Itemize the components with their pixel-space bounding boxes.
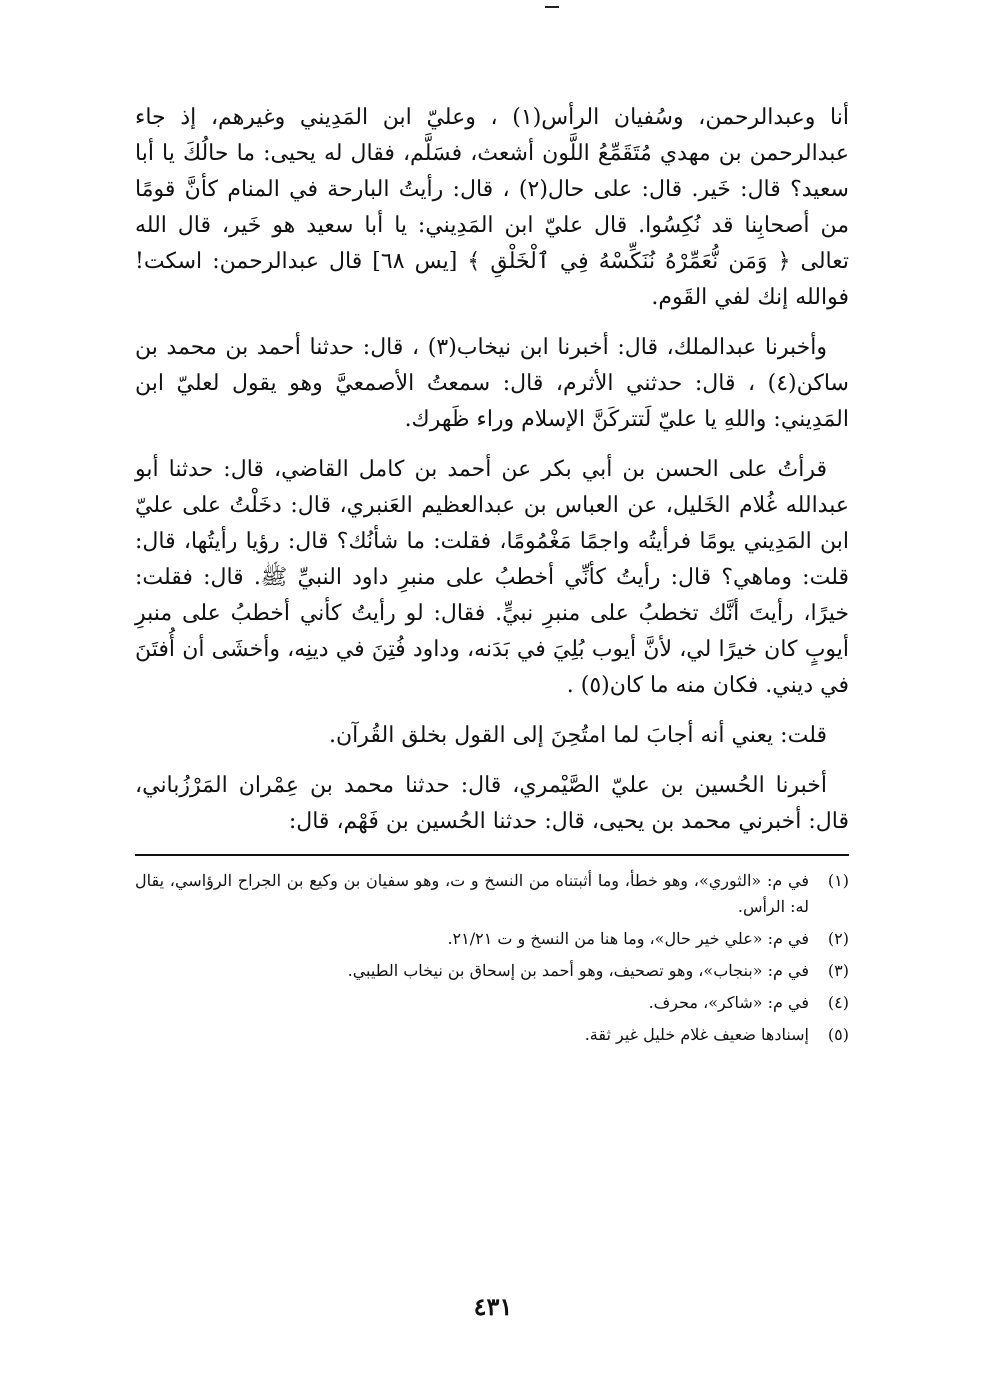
footnote-1 xyxy=(135,868,849,920)
page-content xyxy=(135,100,849,1054)
footnote-text: في م: «بنجاب»، وهو تصحيف، وهو أحمد بن إسحاق بن نيخاب الطيبي. xyxy=(347,961,809,980)
footnote-text: في م: «الثوري»، وهو خطأ، وما أثبتناه من النسخ و ت، وهو سفيان بن وكيع بن الجراح الرؤاسي، يقال له: الرأس. xyxy=(135,871,810,916)
paragraph-5: أخبرنا الحُسين بن عليّ الصَّيْمري، قال: حدثنا محمد بن عِمْران المَرْزُباني، قال: أخبرني محمد بن يحيى، قال: حدثنا الحُسين بن فَهْم، قال: xyxy=(135,773,849,834)
footnote-number: (٥) xyxy=(827,1025,849,1044)
footnote-divider xyxy=(135,854,849,856)
footnote-3 xyxy=(135,958,849,984)
footnote-text: إسنادها ضعيف غلام خليل غير ثقة. xyxy=(584,1025,809,1044)
footnote-number: (٤) xyxy=(827,993,849,1012)
footnote-5 xyxy=(135,1022,849,1048)
footnote-number: (١) xyxy=(827,871,849,890)
footnote-text: في م: «شاكر»، محرف. xyxy=(648,993,809,1012)
footnote-4 xyxy=(135,990,849,1016)
footnote-number: (٢) xyxy=(827,929,849,948)
paragraph-4: قلت: يعني أنه أجابَ لما امتُحِنَ إلى القول بخلق القُرآن. xyxy=(329,723,827,748)
paragraph-2: وأخبرنا عبدالملك، قال: أخبرنا ابن نيخاب(٣) ، قال: حدثنا أحمد بن محمد بن ساكن(٤) ، قال: حدثني الأثرم، قال: سمعتُ الأصمعيَّ وهو يقول لعليّ ابن المَدِيني: واللهِ يا عليّ لَتتركَنَّ الإسلام وراء ظَهرك. xyxy=(135,335,849,432)
main-text xyxy=(135,100,849,840)
top-edge-mark xyxy=(545,6,559,8)
footnote-2 xyxy=(135,926,849,952)
footnotes xyxy=(135,868,849,1048)
paragraph-3: قرأتُ على الحسن بن أبي بكر عن أحمد بن كامل القاضي، قال: حدثنا أبو عبدالله غُلام الخَليل، عن العباس بن عبدالعظيم العَنبري، قال: دخَلْتُ على عليّ ابن المَدِيني يومًا فرأيتُه واجمًا مَغْمُومًا، فقلت: ما شأنُك؟ قال: رؤيا رأيتُها، قال: قلت: وماهي؟ قال: رأيتُ كأنِّي أخطبُ على منبرِ داود النبيِّ ﷺ. قال: فقلت: خيرًا، رأيتَ أنَّك تخطبُ على منبرِ نبيٍّ. فقال: لو رأيتُ كأني أخطبُ على منبرِ أيوبٍ كان خيرًا لي، لأنَّ أيوب بُلِيَ في بَدَنه، وداود فُتِنَ في دينِه، وأخشَى أن أُفتَنَ في ديني. فكان منه ما كان(٥) . xyxy=(135,457,850,698)
footnote-text: في م: «علي خير حال»، وما هنا من النسخ و ت ٢١/٢١. xyxy=(447,929,809,948)
footnote-number: (٣) xyxy=(827,961,849,980)
page-number: ٤٣١ xyxy=(473,1292,513,1321)
paragraph-1: أنا وعبدالرحمن، وسُفيان الرأس(١) ، وعليّ ابن المَدِيني وغيرهم، إذ جاء عبدالرحمن بن مهدي مُتَقَمِّعُ اللَّون أشعث، فسَلَّم، فقال له يحيى: ما حالُكَ يا أبا سعيد؟ قال: خَير. قال: على حال(٢) ، قال: رأيتُ البارحة في المنام كأنَّ قومًا من أصحابِنا قد نُكِسُوا. قال عليّ ابن المَدِيني: يا أبا سعيد هو خَير، قال الله تعالى ﴿ وَمَن نُّعَمِّرْهُ نُنَكِّسْهُ فِي ٱلْخَلْقِ ﴾ [يس ٦٨] قال عبدالرحمن: اسكت! فوالله إنك لفي القَوم. xyxy=(135,105,849,310)
